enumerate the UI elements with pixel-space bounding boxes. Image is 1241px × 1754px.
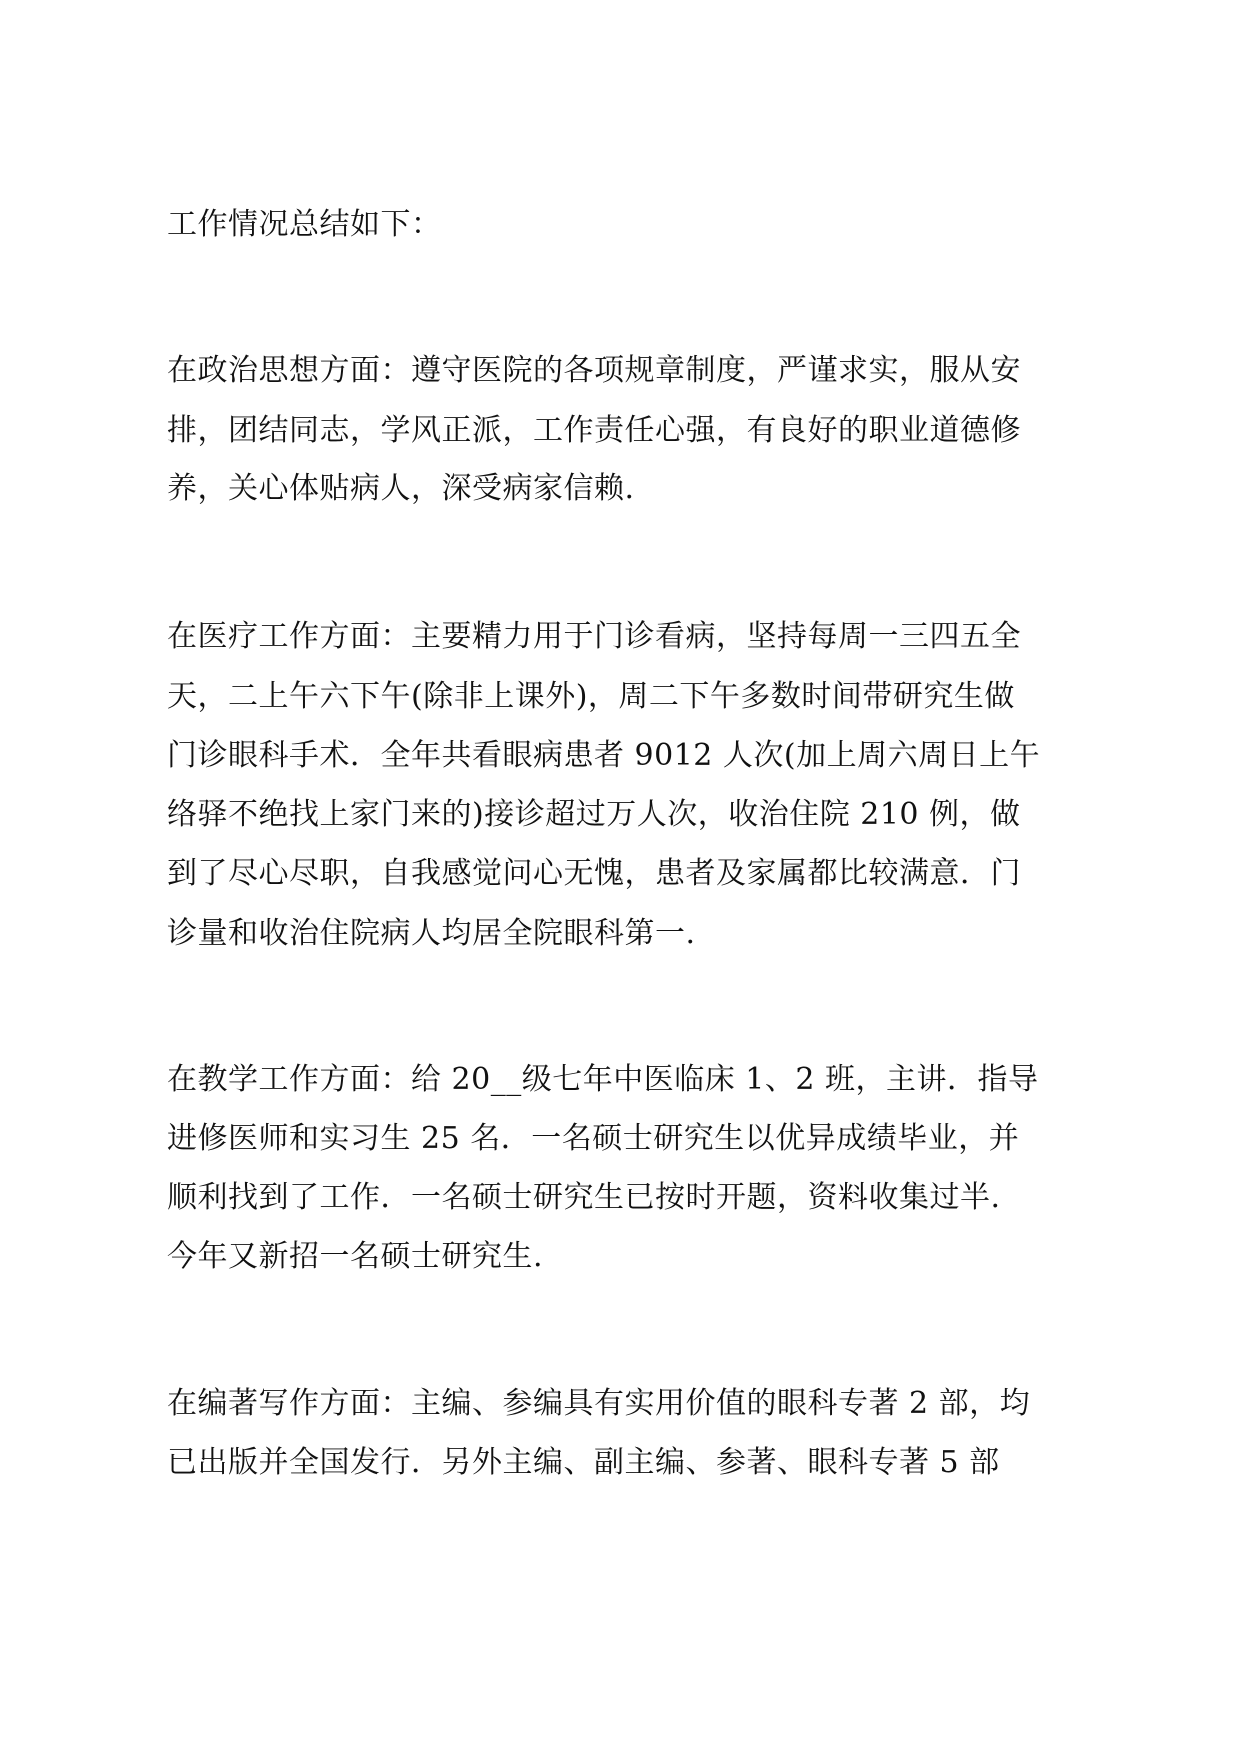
paragraph-line: 顺利找到了工作．一名硕士研究生已按时开题，资料收集过半. xyxy=(167,1180,1001,1215)
paragraph-line: 在政治思想方面：遵守医院的各项规章制度，严谨求实，服从安 xyxy=(167,353,1021,388)
paragraph-line: 今年又新招一名硕士研究生. xyxy=(167,1239,544,1274)
paragraph-line: 到了尽心尽职，自我感觉问心无愧，患者及家属都比较满意．门 xyxy=(167,856,1021,891)
paragraph-line: 养，关心体贴病人，深受病家信赖. xyxy=(167,471,635,506)
paragraph-line: 在编著写作方面：主编、参编具有实用价值的眼科专著 2 部，均 xyxy=(167,1386,1031,1421)
intro-line: 工作情况总结如下： xyxy=(167,207,442,242)
paragraph-line: 门诊眼科手术．全年共看眼病患者 9012 人次(加上周六周日上午 xyxy=(167,738,1041,773)
paragraph-line: 进修医师和实习生 25 名．一名硕士研究生以优异成绩毕业，并 xyxy=(167,1121,1020,1156)
paragraph-line: 诊量和收治住院病人均居全院眼科第一. xyxy=(167,916,696,951)
paragraph-line: 已出版并全国发行．另外主编、副主编、参著、眼科专著 5 部 xyxy=(167,1445,1000,1480)
paragraph-line: 在教学工作方面：给 20__级七年中医临床 1、2 班，主讲．指导 xyxy=(167,1062,1039,1097)
paragraph-line: 排，团结同志，学风正派，工作责任心强，有良好的职业道德修 xyxy=(167,413,1021,448)
paragraph-line: 络驿不绝找上家门来的)接诊超过万人次，收治住院 210 例，做 xyxy=(167,797,1021,832)
paragraph-line: 在医疗工作方面：主要精力用于门诊看病，坚持每周一三四五全 xyxy=(167,619,1021,654)
paragraph-line: 天，二上午六下午(除非上课外)，周二下午多数时间带研究生做 xyxy=(167,679,1015,714)
